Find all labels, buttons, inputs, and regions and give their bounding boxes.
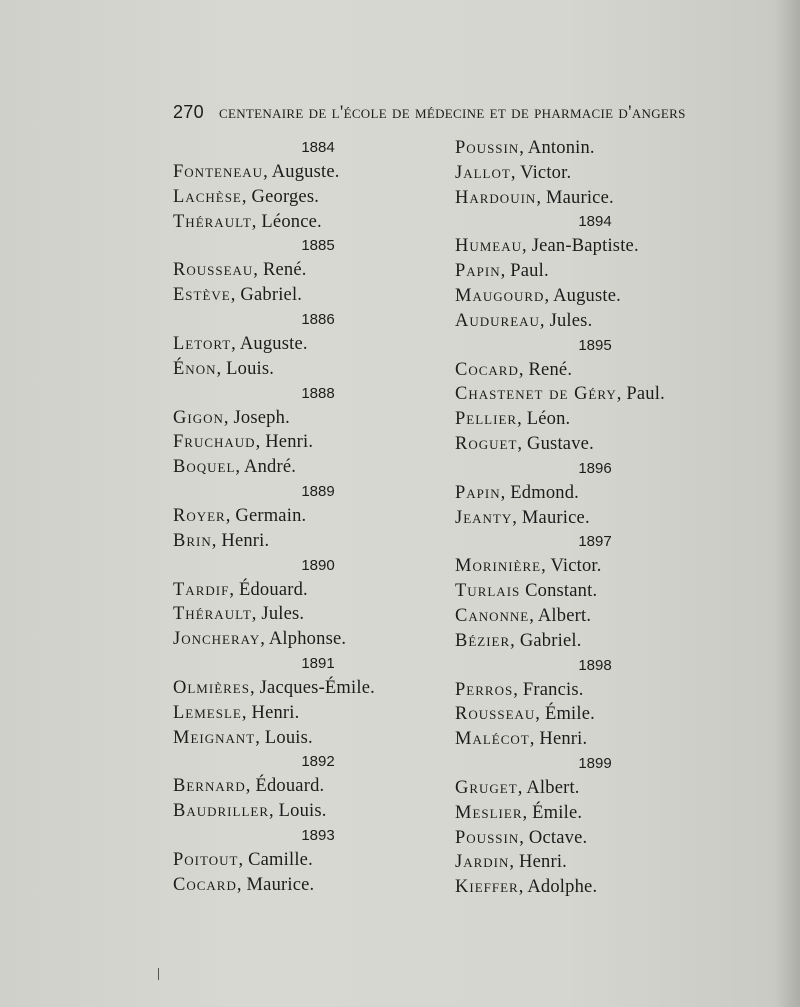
separator: , xyxy=(255,727,265,748)
name-entry xyxy=(455,382,775,407)
given-name: Octave. xyxy=(528,827,588,848)
surname: Estève xyxy=(173,285,231,306)
given-name: Albert. xyxy=(537,605,592,626)
name-entry xyxy=(173,504,433,529)
separator: , xyxy=(536,187,546,208)
separator: , xyxy=(223,407,234,428)
separator: , xyxy=(519,827,529,848)
given-name: Léon. xyxy=(526,409,571,430)
year-heading: 1889 xyxy=(301,482,335,500)
year-heading: 1897 xyxy=(578,533,612,551)
given-name: Louis. xyxy=(278,801,327,822)
separator: , xyxy=(535,704,545,725)
surname: Papin xyxy=(455,482,501,503)
given-name: Camille. xyxy=(248,849,313,870)
given-name: Gustave. xyxy=(527,433,594,454)
running-title: centenaire de l'école de médecine et de pharmacie d'angers xyxy=(219,102,686,123)
surname: Jardin xyxy=(455,852,510,873)
surname: Humeau xyxy=(455,236,523,257)
given-name: Albert. xyxy=(526,777,580,798)
separator: , xyxy=(216,358,227,379)
name-entry xyxy=(455,604,775,629)
surname: Perros xyxy=(455,679,514,700)
given-name: Alphonse. xyxy=(268,629,347,650)
surname: Jeanty xyxy=(455,507,513,528)
name-entry xyxy=(173,283,433,308)
given-name: Léonce. xyxy=(261,211,322,232)
surname: Boquel xyxy=(173,457,236,478)
separator: , xyxy=(211,530,222,551)
surname: Papin xyxy=(455,261,501,282)
surname: Rousseau xyxy=(455,704,536,725)
year-group xyxy=(455,334,775,457)
given-name: Victor. xyxy=(520,162,572,183)
name-entry xyxy=(455,234,775,259)
name-entry xyxy=(455,481,775,506)
surname: Meignant xyxy=(173,727,256,748)
separator: , xyxy=(500,482,511,503)
surname: Letort xyxy=(173,333,232,354)
year-group xyxy=(173,234,433,308)
given-name: Jules. xyxy=(549,310,593,331)
year-group xyxy=(173,480,433,554)
surname: Meslier xyxy=(455,802,523,823)
name-entry xyxy=(173,848,433,873)
name-entry xyxy=(455,506,775,531)
separator: , xyxy=(529,729,540,750)
name-entry xyxy=(455,727,775,752)
year-heading: 1896 xyxy=(578,459,612,477)
year-heading: 1898 xyxy=(578,656,612,674)
name-entry xyxy=(173,332,433,357)
given-name: Édouard. xyxy=(255,776,325,797)
surname: Audureau xyxy=(455,310,540,331)
left-column xyxy=(173,136,433,898)
given-name: Edmond. xyxy=(510,482,579,503)
surname: Poussin xyxy=(455,138,520,158)
year-group xyxy=(455,136,775,210)
year-heading: 1888 xyxy=(301,384,335,402)
separator: , xyxy=(225,505,236,526)
separator: , xyxy=(241,702,252,723)
name-entry xyxy=(455,678,775,703)
separator: , xyxy=(235,457,245,478)
name-entry xyxy=(173,529,433,554)
separator: , xyxy=(255,432,266,453)
year-group xyxy=(455,530,775,653)
running-header xyxy=(173,102,793,124)
year-heading: 1899 xyxy=(578,754,612,772)
surname: Hardouin xyxy=(455,187,537,208)
given-name: Paul. xyxy=(510,261,549,282)
name-entry xyxy=(455,161,775,186)
name-entry xyxy=(455,284,775,309)
surname: Lemesle xyxy=(173,702,242,723)
separator: , xyxy=(500,261,511,282)
surname: Bernard xyxy=(173,776,246,797)
separator: , xyxy=(518,359,529,380)
name-entry xyxy=(173,627,433,652)
given-name: Henri. xyxy=(519,852,567,873)
separator: , xyxy=(238,849,249,870)
surname: Olmières xyxy=(173,677,250,698)
given-name: Auguste. xyxy=(553,285,621,306)
surname: Poussin xyxy=(455,827,520,848)
separator: , xyxy=(616,384,627,405)
separator: , xyxy=(517,409,527,430)
name-entry xyxy=(455,358,775,383)
year-heading: 1893 xyxy=(301,826,335,844)
given-name: Henri. xyxy=(265,432,314,453)
separator: , xyxy=(519,138,528,158)
surname: Thérault xyxy=(173,211,252,232)
given-name: Édouard. xyxy=(238,579,308,600)
surname: Pellier xyxy=(455,409,518,430)
surname: Brin xyxy=(173,530,212,551)
year-group xyxy=(173,750,433,824)
surname: Malécot xyxy=(455,729,530,750)
separator: , xyxy=(263,162,272,182)
separator: , xyxy=(241,186,252,207)
surname: Jallot xyxy=(455,162,511,183)
given-name: Gabriel. xyxy=(519,630,582,651)
name-entry xyxy=(455,826,775,851)
year-group xyxy=(173,652,433,750)
separator: , xyxy=(251,604,262,625)
page-number: 270 xyxy=(173,102,204,122)
given-name: Paul. xyxy=(626,384,665,405)
year-group xyxy=(455,210,775,333)
surname: Chastenet de Géry xyxy=(455,384,617,405)
surname: Fruchaud xyxy=(173,432,256,453)
surname: Cocard xyxy=(455,359,519,380)
separator: , xyxy=(518,877,528,898)
name-entry xyxy=(173,726,433,751)
separator: , xyxy=(236,874,247,895)
year-group xyxy=(173,136,433,234)
surname: Énon xyxy=(173,358,217,379)
year-heading: 1885 xyxy=(301,237,335,255)
name-entry xyxy=(173,455,433,480)
surname: Thérault xyxy=(173,604,252,625)
name-entry xyxy=(455,776,775,801)
given-name: Germain. xyxy=(235,505,307,526)
year-group xyxy=(173,308,433,382)
surname: Gigon xyxy=(173,407,224,428)
separator: , xyxy=(541,556,551,577)
separator: , xyxy=(522,802,533,823)
surname: Bézier xyxy=(455,630,511,651)
separator: , xyxy=(539,310,550,331)
name-entry xyxy=(455,554,775,579)
given-name: Maurice. xyxy=(545,187,614,208)
name-entry xyxy=(173,873,433,898)
name-entry xyxy=(455,136,775,161)
separator: , xyxy=(260,629,269,650)
name-entry xyxy=(173,430,433,455)
given-name: Auguste. xyxy=(271,162,340,182)
given-name: Maurice. xyxy=(246,874,315,895)
name-entry xyxy=(173,676,433,701)
year-heading: 1892 xyxy=(301,753,335,771)
surname: Cocard xyxy=(173,874,237,895)
surname: Lachèse xyxy=(173,186,242,207)
name-entry xyxy=(455,579,775,604)
year-group xyxy=(173,382,433,480)
separator: , xyxy=(245,776,256,797)
year-heading: 1886 xyxy=(301,310,335,328)
given-name: Jules. xyxy=(261,604,305,625)
name-entry xyxy=(173,258,433,283)
name-entry xyxy=(173,774,433,799)
given-name: Jacques-Émile. xyxy=(259,677,375,698)
surname: Canonne xyxy=(455,605,530,626)
name-entry xyxy=(455,850,775,875)
separator: , xyxy=(509,852,520,873)
surname: Royer xyxy=(173,505,226,526)
surname: Kieffer xyxy=(455,877,519,898)
name-entry xyxy=(455,309,775,334)
surname: Gruget xyxy=(455,777,518,798)
given-name: Émile. xyxy=(532,802,583,823)
year-heading: 1891 xyxy=(301,654,335,672)
margin-mark xyxy=(158,968,159,980)
year-group xyxy=(173,824,433,898)
surname: Poitout xyxy=(173,849,239,870)
surname: Tardif xyxy=(173,579,230,600)
separator: , xyxy=(529,605,538,626)
given-name: Louis. xyxy=(226,358,275,379)
separator: , xyxy=(510,630,520,651)
name-entry xyxy=(173,602,433,627)
separator: , xyxy=(229,579,239,600)
separator: , xyxy=(522,236,532,257)
year-group xyxy=(455,654,775,752)
year-group xyxy=(455,457,775,531)
given-name: Jean-Baptiste. xyxy=(531,236,639,257)
given-name: Henri. xyxy=(251,702,300,723)
name-entry xyxy=(455,407,775,432)
name-entry xyxy=(455,432,775,457)
surname: Turlais xyxy=(455,581,521,602)
surname: Rousseau xyxy=(173,260,254,281)
given-name: Georges. xyxy=(251,186,320,207)
year-heading: 1890 xyxy=(301,556,335,574)
surname: Baudriller xyxy=(173,801,269,822)
given-name: Adolphe. xyxy=(527,877,598,898)
name-entry xyxy=(455,801,775,826)
name-entry xyxy=(455,702,775,727)
separator: , xyxy=(249,677,260,698)
name-entry xyxy=(173,185,433,210)
name-entry xyxy=(173,799,433,824)
given-name: René. xyxy=(528,359,573,380)
name-entry xyxy=(455,875,775,900)
separator: , xyxy=(517,433,528,454)
surname: Fonteneau xyxy=(173,162,264,182)
name-entry xyxy=(455,259,775,284)
surname: Joncheray xyxy=(173,629,261,650)
separator: , xyxy=(510,162,521,183)
given-name: Maurice. xyxy=(521,507,590,528)
name-entry xyxy=(173,210,433,235)
right-column xyxy=(455,136,775,900)
name-entry xyxy=(173,578,433,603)
given-name: André. xyxy=(244,457,297,478)
given-name: Émile. xyxy=(544,704,595,725)
surname: Maugourd xyxy=(455,285,545,306)
year-group xyxy=(455,752,775,900)
separator: , xyxy=(513,679,523,700)
name-entry xyxy=(173,406,433,431)
given-name: Constant. xyxy=(525,581,598,602)
given-name: Henri. xyxy=(221,530,270,551)
separator: , xyxy=(269,801,279,822)
year-heading: 1894 xyxy=(578,213,612,231)
separator: , xyxy=(544,285,554,306)
given-name: Victor. xyxy=(550,556,602,577)
separator: , xyxy=(251,211,262,232)
separator: , xyxy=(230,285,241,306)
name-entry xyxy=(455,629,775,654)
given-name: Joseph. xyxy=(233,407,290,428)
given-name: Henri. xyxy=(539,729,588,750)
year-heading: 1884 xyxy=(301,139,335,156)
given-name: Gabriel. xyxy=(240,285,303,306)
name-entry xyxy=(173,160,433,185)
separator: , xyxy=(512,507,522,528)
separator: , xyxy=(517,777,527,798)
name-entry xyxy=(173,357,433,382)
given-name: René. xyxy=(262,260,307,281)
surname: Roguet xyxy=(455,433,518,454)
given-name: Francis. xyxy=(522,679,584,700)
given-name: Auguste. xyxy=(239,333,308,354)
name-entry xyxy=(455,186,775,211)
given-name: Louis. xyxy=(264,727,313,748)
year-group xyxy=(173,554,433,652)
separator: , xyxy=(231,333,240,354)
year-heading: 1895 xyxy=(578,336,612,354)
name-entry xyxy=(173,701,433,726)
surname: Morinière xyxy=(455,556,542,577)
given-name: Antonin. xyxy=(527,138,595,158)
separator: , xyxy=(253,260,263,281)
